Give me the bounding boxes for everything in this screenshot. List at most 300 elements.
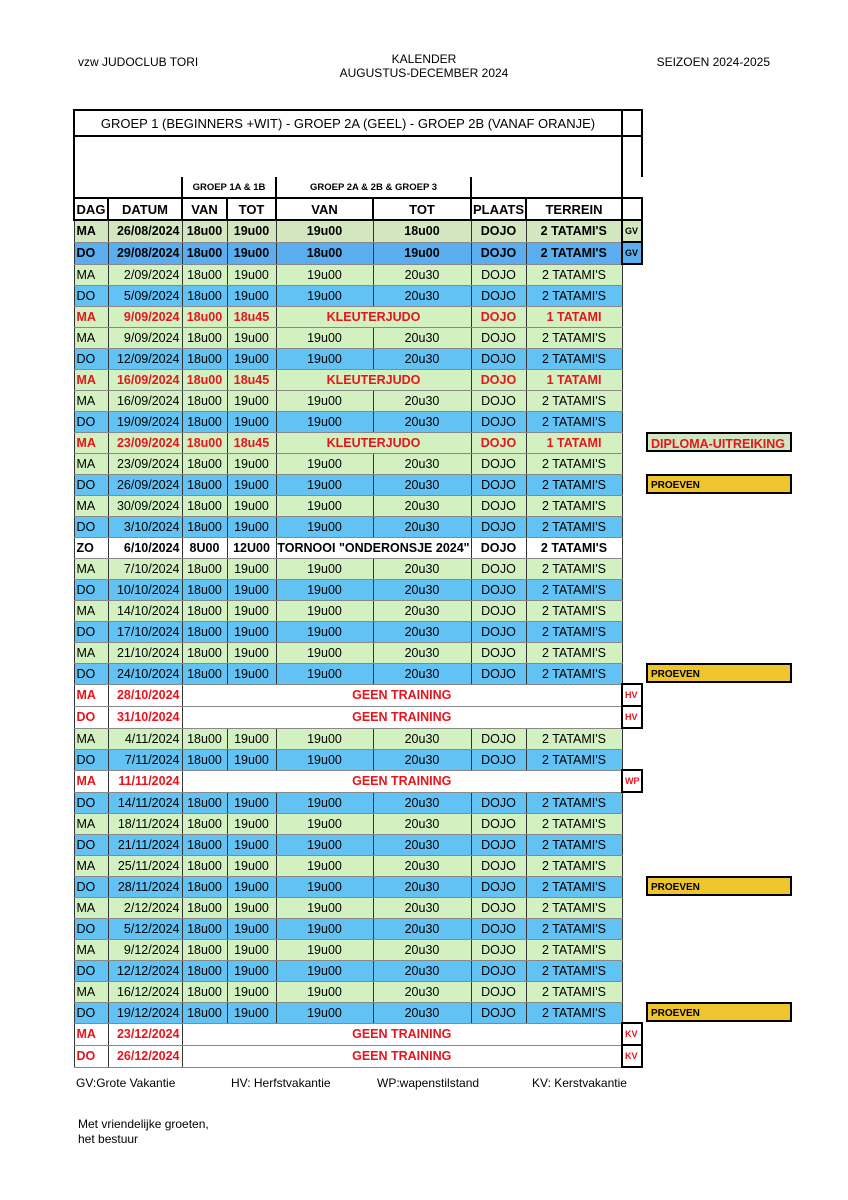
day-cell: DO bbox=[74, 474, 108, 495]
place-cell: DOJO bbox=[471, 642, 526, 663]
group1-start: 18u00 bbox=[182, 939, 227, 960]
day-cell: MA bbox=[74, 813, 108, 834]
calendar-row bbox=[74, 706, 642, 728]
kleuterjudo-label: KLEUTERJUDO bbox=[276, 432, 471, 453]
place-cell: DOJO bbox=[471, 369, 526, 390]
group1-end: 19u00 bbox=[227, 474, 276, 495]
side-spacer bbox=[622, 136, 642, 177]
group1-end: 19u00 bbox=[227, 327, 276, 348]
side-spacer bbox=[622, 1002, 642, 1023]
group2-label: GROEP 2A & 2B & GROEP 3 bbox=[276, 177, 471, 198]
calendar-row bbox=[74, 306, 642, 327]
place-cell: DOJO bbox=[471, 749, 526, 770]
group2-start: 19u00 bbox=[276, 348, 373, 369]
group2-start: 19u00 bbox=[276, 728, 373, 749]
group1-start: 18u00 bbox=[182, 600, 227, 621]
calendar-row bbox=[74, 369, 642, 390]
kleuterjudo-label: KLEUTERJUDO bbox=[276, 306, 471, 327]
group1-end: 19u00 bbox=[227, 918, 276, 939]
date-cell: 23/09/2024 bbox=[108, 453, 182, 474]
calendar-row bbox=[74, 453, 642, 474]
day-cell: DO bbox=[74, 242, 108, 264]
calendar-row bbox=[74, 537, 642, 558]
day-cell: MA bbox=[74, 939, 108, 960]
day-cell: DO bbox=[74, 749, 108, 770]
group2-end: 20u30 bbox=[373, 855, 471, 876]
footer-greeting: Met vriendelijke groeten, bbox=[78, 1117, 209, 1131]
day-cell: DO bbox=[74, 960, 108, 981]
calendar-row bbox=[74, 792, 642, 813]
date-cell: 26/09/2024 bbox=[108, 474, 182, 495]
date-cell: 31/10/2024 bbox=[108, 706, 182, 728]
col-datum: DATUM bbox=[108, 198, 182, 220]
date-cell: 16/09/2024 bbox=[108, 390, 182, 411]
group2-end: 20u30 bbox=[373, 285, 471, 306]
side-spacer bbox=[622, 432, 642, 453]
footer bbox=[78, 1117, 209, 1147]
no-training-label: GEEN TRAINING bbox=[182, 1023, 622, 1045]
group1-end: 19u00 bbox=[227, 220, 276, 242]
side-spacer bbox=[622, 327, 642, 348]
date-cell: 19/09/2024 bbox=[108, 411, 182, 432]
group1-end: 19u00 bbox=[227, 728, 276, 749]
group1-end: 19u00 bbox=[227, 558, 276, 579]
date-cell: 29/08/2024 bbox=[108, 242, 182, 264]
date-cell: 9/09/2024 bbox=[108, 306, 182, 327]
group1-start: 18u00 bbox=[182, 813, 227, 834]
terrain-cell: 2 TATAMI'S bbox=[526, 663, 622, 684]
calendar-row bbox=[74, 813, 642, 834]
date-cell: 12/09/2024 bbox=[108, 348, 182, 369]
proeven-note: PROEVEN bbox=[646, 663, 792, 683]
group2-start: 19u00 bbox=[276, 834, 373, 855]
group1-start: 18u00 bbox=[182, 642, 227, 663]
group1-end: 19u00 bbox=[227, 960, 276, 981]
group1-start: 18u00 bbox=[182, 855, 227, 876]
group2-end: 20u30 bbox=[373, 749, 471, 770]
place-cell: DOJO bbox=[471, 390, 526, 411]
no-training-label: GEEN TRAINING bbox=[182, 770, 622, 792]
group1-start: 18u00 bbox=[182, 1002, 227, 1023]
place-cell: DOJO bbox=[471, 537, 526, 558]
side-spacer bbox=[622, 285, 642, 306]
day-cell: DO bbox=[74, 834, 108, 855]
group1-start: 18u00 bbox=[182, 728, 227, 749]
group2-start: 19u00 bbox=[276, 600, 373, 621]
place-cell: DOJO bbox=[471, 897, 526, 918]
date-cell: 14/11/2024 bbox=[108, 792, 182, 813]
calendar-row bbox=[74, 684, 642, 706]
calendar-row bbox=[74, 855, 642, 876]
group2-start: 19u00 bbox=[276, 939, 373, 960]
place-cell: DOJO bbox=[471, 792, 526, 813]
terrain-cell: 1 TATAMI bbox=[526, 432, 622, 453]
terrain-cell: 2 TATAMI'S bbox=[526, 939, 622, 960]
place-cell: DOJO bbox=[471, 855, 526, 876]
terrain-cell: 2 TATAMI'S bbox=[526, 348, 622, 369]
kleuterjudo-label: KLEUTERJUDO bbox=[276, 369, 471, 390]
calendar-row bbox=[74, 770, 642, 792]
col-tot2: TOT bbox=[373, 198, 471, 220]
calendar-row bbox=[74, 834, 642, 855]
calendar-row bbox=[74, 474, 642, 495]
calendar-row bbox=[74, 960, 642, 981]
calendar-row bbox=[74, 390, 642, 411]
group1-end: 19u00 bbox=[227, 495, 276, 516]
group1-start: 18u00 bbox=[182, 306, 227, 327]
group1-end: 19u00 bbox=[227, 855, 276, 876]
group2-start: 19u00 bbox=[276, 749, 373, 770]
side-spacer bbox=[622, 960, 642, 981]
group1-end: 18u45 bbox=[227, 432, 276, 453]
group2-start: 19u00 bbox=[276, 855, 373, 876]
legend-kv: KV: Kerstvakantie bbox=[532, 1076, 627, 1090]
day-cell: DO bbox=[74, 348, 108, 369]
terrain-cell: 2 TATAMI'S bbox=[526, 621, 622, 642]
group2-end: 20u30 bbox=[373, 579, 471, 600]
date-cell: 18/11/2024 bbox=[108, 813, 182, 834]
group2-end: 20u30 bbox=[373, 1002, 471, 1023]
day-cell: MA bbox=[74, 770, 108, 792]
group2-start: 19u00 bbox=[276, 621, 373, 642]
place-cell: DOJO bbox=[471, 453, 526, 474]
date-cell: 5/09/2024 bbox=[108, 285, 182, 306]
side-spacer bbox=[622, 348, 642, 369]
group2-start: 19u00 bbox=[276, 390, 373, 411]
date-cell: 4/11/2024 bbox=[108, 728, 182, 749]
terrain-cell: 2 TATAMI'S bbox=[526, 960, 622, 981]
place-cell: DOJO bbox=[471, 327, 526, 348]
tournament-label: TORNOOI "ONDERONSJE 2024" bbox=[276, 537, 471, 558]
side-spacer bbox=[622, 411, 642, 432]
terrain-cell: 1 TATAMI bbox=[526, 369, 622, 390]
terrain-cell: 2 TATAMI'S bbox=[526, 220, 622, 242]
group1-start: 18u00 bbox=[182, 285, 227, 306]
day-cell: DO bbox=[74, 411, 108, 432]
proeven-note: PROEVEN bbox=[646, 474, 792, 494]
vacation-code: WP bbox=[622, 770, 642, 792]
group2-start: 19u00 bbox=[276, 411, 373, 432]
date-cell: 26/08/2024 bbox=[108, 220, 182, 242]
group1-end: 18u45 bbox=[227, 306, 276, 327]
day-cell: MA bbox=[74, 264, 108, 285]
date-cell: 9/12/2024 bbox=[108, 939, 182, 960]
vacation-code: KV bbox=[622, 1023, 642, 1045]
terrain-cell: 2 TATAMI'S bbox=[526, 558, 622, 579]
place-cell: DOJO bbox=[471, 579, 526, 600]
side-spacer bbox=[622, 621, 642, 642]
group2-start: 19u00 bbox=[276, 981, 373, 1002]
calendar-row bbox=[74, 600, 642, 621]
group2-start: 19u00 bbox=[276, 474, 373, 495]
calendar-row bbox=[74, 220, 642, 242]
terrain-cell: 2 TATAMI'S bbox=[526, 918, 622, 939]
day-cell: MA bbox=[74, 558, 108, 579]
terrain-cell: 2 TATAMI'S bbox=[526, 834, 622, 855]
group2-end: 20u30 bbox=[373, 897, 471, 918]
day-cell: DO bbox=[74, 579, 108, 600]
group2-start: 19u00 bbox=[276, 642, 373, 663]
place-cell: DOJO bbox=[471, 960, 526, 981]
group1-end: 19u00 bbox=[227, 411, 276, 432]
side-spacer bbox=[622, 516, 642, 537]
group1-start: 18u00 bbox=[182, 432, 227, 453]
place-cell: DOJO bbox=[471, 918, 526, 939]
terrain-cell: 2 TATAMI'S bbox=[526, 264, 622, 285]
place-cell: DOJO bbox=[471, 348, 526, 369]
day-cell: MA bbox=[74, 495, 108, 516]
date-cell: 23/12/2024 bbox=[108, 1023, 182, 1045]
day-cell: MA bbox=[74, 432, 108, 453]
footer-signature: het bestuur bbox=[78, 1132, 139, 1146]
side-spacer bbox=[622, 642, 642, 663]
side-spacer bbox=[622, 495, 642, 516]
col-dag: DAG bbox=[74, 198, 108, 220]
day-cell: MA bbox=[74, 327, 108, 348]
group1-start: 18u00 bbox=[182, 579, 227, 600]
group2-end: 20u30 bbox=[373, 939, 471, 960]
group2-end: 20u30 bbox=[373, 918, 471, 939]
day-cell: MA bbox=[74, 981, 108, 1002]
col-plaats: PLAATS bbox=[471, 198, 526, 220]
group1-end: 19u00 bbox=[227, 579, 276, 600]
place-cell: DOJO bbox=[471, 474, 526, 495]
group1-end: 19u00 bbox=[227, 792, 276, 813]
place-cell: DOJO bbox=[471, 558, 526, 579]
group1-end: 19u00 bbox=[227, 663, 276, 684]
side-spacer bbox=[622, 579, 642, 600]
no-training-label: GEEN TRAINING bbox=[182, 1045, 622, 1067]
group2-start: 19u00 bbox=[276, 516, 373, 537]
day-cell: MA bbox=[74, 897, 108, 918]
terrain-cell: 2 TATAMI'S bbox=[526, 411, 622, 432]
group2-end: 20u30 bbox=[373, 663, 471, 684]
terrain-cell: 2 TATAMI'S bbox=[526, 579, 622, 600]
terrain-cell: 2 TATAMI'S bbox=[526, 749, 622, 770]
side-spacer bbox=[622, 876, 642, 897]
place-cell: DOJO bbox=[471, 432, 526, 453]
group1-end: 19u00 bbox=[227, 897, 276, 918]
date-cell: 2/09/2024 bbox=[108, 264, 182, 285]
group2-end: 20u30 bbox=[373, 558, 471, 579]
date-cell: 14/10/2024 bbox=[108, 600, 182, 621]
calendar-row bbox=[74, 579, 642, 600]
day-cell: DO bbox=[74, 792, 108, 813]
vacation-code: GV bbox=[622, 242, 642, 264]
day-cell: MA bbox=[74, 855, 108, 876]
calendar-row bbox=[74, 749, 642, 770]
place-cell: DOJO bbox=[471, 663, 526, 684]
calendar-row bbox=[74, 327, 642, 348]
date-cell: 6/10/2024 bbox=[108, 537, 182, 558]
group2-start: 19u00 bbox=[276, 453, 373, 474]
place-cell: DOJO bbox=[471, 939, 526, 960]
group2-start: 19u00 bbox=[276, 960, 373, 981]
date-cell: 26/12/2024 bbox=[108, 1045, 182, 1067]
calendar-row bbox=[74, 558, 642, 579]
no-training-label: GEEN TRAINING bbox=[182, 684, 622, 706]
side-spacer bbox=[622, 177, 642, 198]
group2-start: 19u00 bbox=[276, 558, 373, 579]
day-cell: MA bbox=[74, 684, 108, 706]
table-spacer bbox=[74, 136, 622, 177]
side-spacer bbox=[622, 369, 642, 390]
date-cell: 3/10/2024 bbox=[108, 516, 182, 537]
date-cell: 21/11/2024 bbox=[108, 834, 182, 855]
group1-end: 19u00 bbox=[227, 813, 276, 834]
proeven-note: PROEVEN bbox=[646, 876, 792, 896]
group1-end: 19u00 bbox=[227, 939, 276, 960]
place-cell: DOJO bbox=[471, 1002, 526, 1023]
calendar-row bbox=[74, 411, 642, 432]
day-cell: MA bbox=[74, 453, 108, 474]
calendar-row bbox=[74, 1045, 642, 1067]
group-blank bbox=[74, 177, 182, 198]
side-spacer bbox=[622, 939, 642, 960]
terrain-cell: 2 TATAMI'S bbox=[526, 642, 622, 663]
group2-start: 19u00 bbox=[276, 220, 373, 242]
group1-label: GROEP 1A & 1B bbox=[182, 177, 276, 198]
calendar-row bbox=[74, 1002, 642, 1023]
calendar-title bbox=[300, 52, 548, 80]
place-cell: DOJO bbox=[471, 285, 526, 306]
group2-start: 19u00 bbox=[276, 813, 373, 834]
group1-start: 18u00 bbox=[182, 242, 227, 264]
calendar-row bbox=[74, 663, 642, 684]
group1-start: 18u00 bbox=[182, 390, 227, 411]
day-cell: MA bbox=[74, 1023, 108, 1045]
group2-start: 19u00 bbox=[276, 792, 373, 813]
group1-end: 19u00 bbox=[227, 516, 276, 537]
date-cell: 25/11/2024 bbox=[108, 855, 182, 876]
terrain-cell: 2 TATAMI'S bbox=[526, 453, 622, 474]
calendar-row bbox=[74, 285, 642, 306]
date-cell: 5/12/2024 bbox=[108, 918, 182, 939]
group1-start: 18u00 bbox=[182, 558, 227, 579]
group1-end: 18u45 bbox=[227, 369, 276, 390]
side-spacer bbox=[622, 453, 642, 474]
date-cell: 21/10/2024 bbox=[108, 642, 182, 663]
date-cell: 7/10/2024 bbox=[108, 558, 182, 579]
side-spacer bbox=[622, 792, 642, 813]
calendar-row bbox=[74, 516, 642, 537]
group2-end: 20u30 bbox=[373, 813, 471, 834]
place-cell: DOJO bbox=[471, 600, 526, 621]
side-spacer bbox=[622, 390, 642, 411]
group2-start: 18u00 bbox=[276, 242, 373, 264]
group1-start: 18u00 bbox=[182, 663, 227, 684]
calendar-row bbox=[74, 642, 642, 663]
col-van1: VAN bbox=[182, 198, 227, 220]
group2-end: 20u30 bbox=[373, 792, 471, 813]
day-cell: DO bbox=[74, 285, 108, 306]
side-spacer bbox=[622, 855, 642, 876]
terrain-cell: 2 TATAMI'S bbox=[526, 537, 622, 558]
terrain-cell: 2 TATAMI'S bbox=[526, 897, 622, 918]
date-cell: 7/11/2024 bbox=[108, 749, 182, 770]
day-cell: DO bbox=[74, 1045, 108, 1067]
group1-end: 19u00 bbox=[227, 876, 276, 897]
side-spacer bbox=[622, 306, 642, 327]
group2-end: 18u00 bbox=[373, 220, 471, 242]
group1-start: 18u00 bbox=[182, 918, 227, 939]
side-spacer bbox=[622, 834, 642, 855]
date-cell: 28/10/2024 bbox=[108, 684, 182, 706]
no-training-label: GEEN TRAINING bbox=[182, 706, 622, 728]
group1-end: 19u00 bbox=[227, 242, 276, 264]
season-label: SEIZOEN 2024-2025 bbox=[656, 55, 770, 69]
day-cell: DO bbox=[74, 516, 108, 537]
terrain-cell: 2 TATAMI'S bbox=[526, 474, 622, 495]
group2-end: 20u30 bbox=[373, 411, 471, 432]
calendar-row bbox=[74, 621, 642, 642]
group2-end: 20u30 bbox=[373, 834, 471, 855]
terrain-cell: 2 TATAMI'S bbox=[526, 516, 622, 537]
side-spacer bbox=[622, 749, 642, 770]
terrain-cell: 2 TATAMI'S bbox=[526, 855, 622, 876]
group1-start: 18u00 bbox=[182, 621, 227, 642]
day-cell: MA bbox=[74, 306, 108, 327]
group1-start: 18u00 bbox=[182, 474, 227, 495]
group1-start: 18u00 bbox=[182, 516, 227, 537]
date-cell: 11/11/2024 bbox=[108, 770, 182, 792]
terrain-cell: 2 TATAMI'S bbox=[526, 813, 622, 834]
place-cell: DOJO bbox=[471, 621, 526, 642]
side-spacer bbox=[622, 537, 642, 558]
side-spacer bbox=[622, 600, 642, 621]
terrain-cell: 2 TATAMI'S bbox=[526, 600, 622, 621]
group2-start: 19u00 bbox=[276, 327, 373, 348]
day-cell: DO bbox=[74, 918, 108, 939]
legend-gv: GV:Grote Vakantie bbox=[76, 1076, 176, 1090]
day-cell: DO bbox=[74, 621, 108, 642]
calendar-table bbox=[73, 109, 643, 1068]
group1-start: 18u00 bbox=[182, 495, 227, 516]
day-cell: MA bbox=[74, 728, 108, 749]
calendar-row bbox=[74, 918, 642, 939]
group2-end: 20u30 bbox=[373, 264, 471, 285]
group2-end: 20u30 bbox=[373, 728, 471, 749]
group1-end: 19u00 bbox=[227, 264, 276, 285]
side-spacer bbox=[622, 264, 642, 285]
date-cell: 28/11/2024 bbox=[108, 876, 182, 897]
place-cell: DOJO bbox=[471, 516, 526, 537]
place-cell: DOJO bbox=[471, 242, 526, 264]
terrain-cell: 2 TATAMI'S bbox=[526, 792, 622, 813]
day-cell: MA bbox=[74, 600, 108, 621]
calendar-title-line2: AUGUSTUS-DECEMBER 2024 bbox=[339, 66, 509, 80]
group1-start: 18u00 bbox=[182, 897, 227, 918]
calendar-row bbox=[74, 939, 642, 960]
legend-hv: HV: Herfstvakantie bbox=[231, 1076, 331, 1090]
day-cell: ZO bbox=[74, 537, 108, 558]
day-cell: DO bbox=[74, 1002, 108, 1023]
calendar-row bbox=[74, 348, 642, 369]
table-spacer-row bbox=[74, 136, 642, 177]
group1-start: 18u00 bbox=[182, 348, 227, 369]
date-cell: 17/10/2024 bbox=[108, 621, 182, 642]
group1-start: 18u00 bbox=[182, 453, 227, 474]
group2-end: 20u30 bbox=[373, 960, 471, 981]
date-cell: 2/12/2024 bbox=[108, 897, 182, 918]
date-cell: 30/09/2024 bbox=[108, 495, 182, 516]
group1-start: 18u00 bbox=[182, 960, 227, 981]
terrain-cell: 2 TATAMI'S bbox=[526, 285, 622, 306]
col-tot1: TOT bbox=[227, 198, 276, 220]
group2-start: 19u00 bbox=[276, 897, 373, 918]
group2-start: 19u00 bbox=[276, 579, 373, 600]
group1-start: 18u00 bbox=[182, 792, 227, 813]
